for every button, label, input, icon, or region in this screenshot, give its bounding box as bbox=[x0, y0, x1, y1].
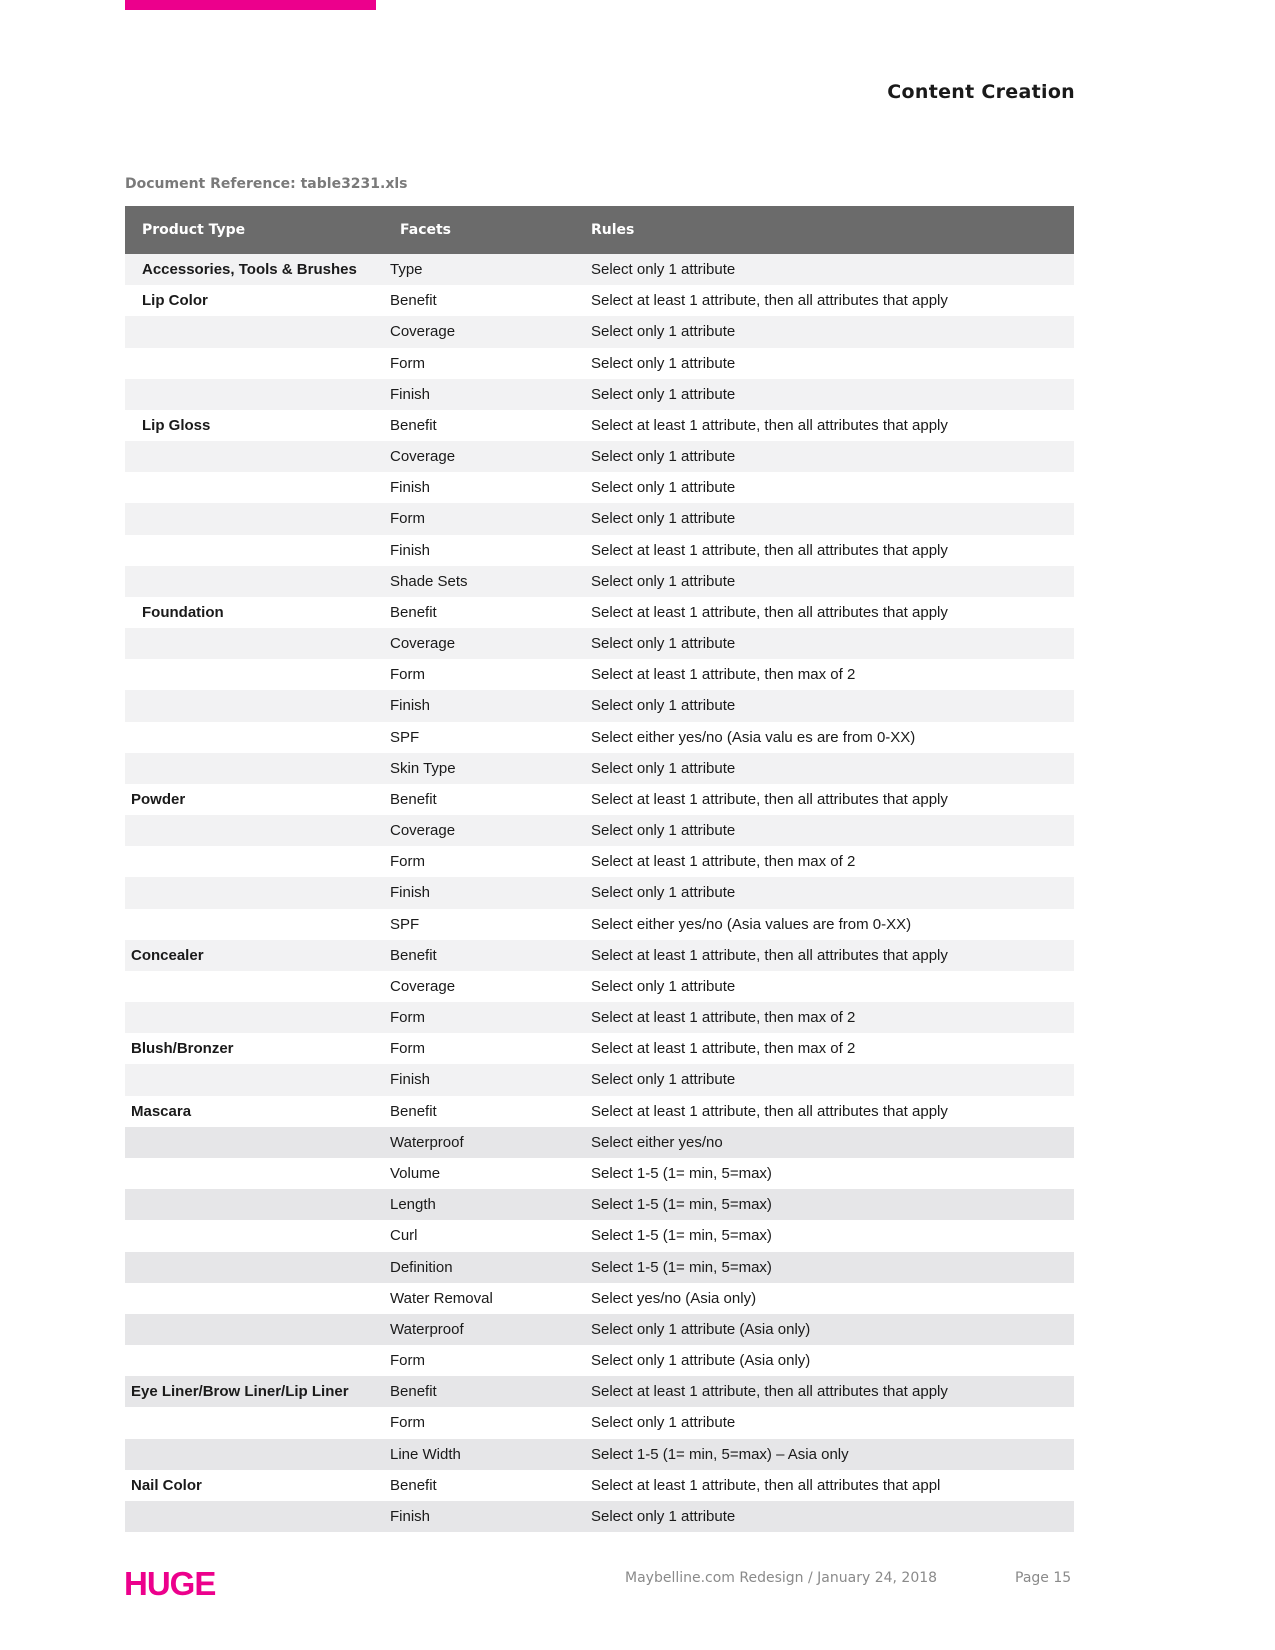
table-row bbox=[125, 316, 1074, 347]
product-type-cell: Eye Liner/Brow Liner/Lip Liner bbox=[131, 1383, 349, 1401]
facet-cell: Volume bbox=[390, 1164, 441, 1182]
table-row bbox=[125, 877, 1074, 908]
table-row bbox=[125, 597, 1074, 628]
table-row bbox=[125, 1439, 1074, 1470]
table-row bbox=[125, 566, 1074, 597]
facet-cell: Benefit bbox=[390, 292, 437, 310]
rule-cell: Select yes/no (Asia only) bbox=[591, 1289, 757, 1307]
table-row bbox=[125, 1127, 1074, 1158]
table-row bbox=[125, 1345, 1074, 1376]
facet-cell: Benefit bbox=[390, 946, 437, 964]
facet-cell: Length bbox=[390, 1196, 436, 1214]
rule-cell: Select only 1 attribute (Asia only) bbox=[591, 1352, 811, 1370]
facet-cell: Water Removal bbox=[390, 1289, 493, 1307]
rule-cell: Select only 1 attribute bbox=[591, 354, 736, 372]
table-row bbox=[125, 753, 1074, 784]
table-row bbox=[125, 722, 1074, 753]
table-row bbox=[125, 1283, 1074, 1314]
document-reference: Document Reference: table3231.xls bbox=[125, 176, 408, 192]
rule-cell: Select at least 1 attribute, then all attributes that apply bbox=[591, 541, 948, 559]
rule-cell: Select 1-5 (1= min, 5=max) – Asia only bbox=[591, 1445, 849, 1463]
table-row bbox=[125, 659, 1074, 690]
table-row bbox=[125, 1158, 1074, 1189]
rule-cell: Select at least 1 attribute, then all attributes that apply bbox=[591, 416, 948, 434]
rule-cell: Select at least 1 attribute, then all attributes that apply bbox=[591, 1102, 948, 1120]
facet-cell: Benefit bbox=[390, 603, 437, 621]
table-row bbox=[125, 1096, 1074, 1127]
table-body bbox=[125, 254, 1074, 1532]
rule-cell: Select at least 1 attribute, then all attributes that apply bbox=[591, 946, 948, 964]
rule-cell: Select only 1 attribute bbox=[591, 1071, 736, 1089]
facet-cell: Coverage bbox=[390, 822, 456, 840]
facet-cell: Form bbox=[390, 1352, 425, 1370]
product-type-cell: Concealer bbox=[131, 946, 204, 964]
facet-cell: Benefit bbox=[390, 790, 437, 808]
table-row bbox=[125, 1220, 1074, 1251]
table-header bbox=[125, 206, 1074, 254]
rule-cell: Select only 1 attribute bbox=[591, 572, 736, 590]
table-row bbox=[125, 815, 1074, 846]
rule-cell: Select only 1 attribute bbox=[591, 822, 736, 840]
facet-cell: Finish bbox=[390, 479, 431, 497]
rule-cell: Select only 1 attribute bbox=[591, 261, 736, 278]
rule-cell: Select only 1 attribute (Asia only) bbox=[591, 1320, 811, 1338]
facet-cell: Finish bbox=[390, 697, 431, 715]
rule-cell: Select at least 1 attribute, then all attributes that apply bbox=[591, 292, 948, 310]
facet-cell: Benefit bbox=[390, 1476, 437, 1494]
table-row bbox=[125, 535, 1074, 566]
table-row bbox=[125, 472, 1074, 503]
facet-cell: Benefit bbox=[390, 416, 437, 434]
rule-cell: Select only 1 attribute bbox=[591, 448, 736, 466]
table-row bbox=[125, 1252, 1074, 1283]
top-accent-bar bbox=[125, 0, 376, 10]
table-row bbox=[125, 1064, 1074, 1095]
table-row bbox=[125, 1407, 1074, 1438]
table-row bbox=[125, 254, 1074, 285]
rule-cell: Select at least 1 attribute, then all attributes that apply bbox=[591, 1383, 948, 1401]
table-row bbox=[125, 503, 1074, 534]
rule-cell: Select only 1 attribute bbox=[591, 385, 736, 403]
rule-cell: Select at least 1 attribute, then max of 2 bbox=[591, 666, 856, 684]
facet-cell: Form bbox=[390, 666, 425, 684]
page-title: Content Creation bbox=[887, 81, 1075, 103]
facet-cell: Form bbox=[390, 510, 425, 528]
rule-cell: Select 1-5 (1= min, 5=max) bbox=[591, 1227, 772, 1245]
rule-cell: Select either yes/no bbox=[591, 1133, 723, 1151]
table-row bbox=[125, 1470, 1074, 1501]
table-row bbox=[125, 285, 1074, 316]
rule-cell: Select at least 1 attribute, then max of 2 bbox=[591, 853, 856, 871]
facet-cell: Line Width bbox=[390, 1445, 461, 1463]
rule-cell: Select only 1 attribute bbox=[591, 479, 736, 497]
facet-cell: Finish bbox=[390, 385, 431, 403]
table-row bbox=[125, 1189, 1074, 1220]
facet-cell: Finish bbox=[390, 1071, 431, 1089]
facet-cell: SPF bbox=[390, 728, 420, 746]
rule-cell: Select at least 1 attribute, then all attributes that apply bbox=[591, 603, 948, 621]
table-row bbox=[125, 690, 1074, 721]
product-type-cell: Foundation bbox=[142, 603, 224, 621]
rule-cell: Select 1-5 (1= min, 5=max) bbox=[591, 1164, 772, 1182]
column-header-product-type: Product Type bbox=[142, 222, 246, 238]
rule-cell: Select only 1 attribute bbox=[591, 884, 736, 902]
facet-cell: Benefit bbox=[390, 1383, 437, 1401]
huge-logo: HUGE bbox=[124, 1565, 216, 1602]
column-header-facets: Facets bbox=[400, 222, 452, 238]
rule-cell: Select at least 1 attribute, then all attributes that appl bbox=[591, 1476, 941, 1494]
facet-cell: Coverage bbox=[390, 977, 456, 995]
facet-cell: Type bbox=[390, 261, 423, 278]
rule-cell: Select only 1 attribute bbox=[591, 977, 736, 995]
rule-cell: Select 1-5 (1= min, 5=max) bbox=[591, 1258, 772, 1276]
rule-cell: Select only 1 attribute bbox=[591, 323, 736, 341]
facet-cell: Coverage bbox=[390, 448, 456, 466]
product-type-cell: Nail Color bbox=[131, 1476, 202, 1494]
facet-cell: SPF bbox=[390, 915, 420, 933]
facet-cell: Waterproof bbox=[390, 1320, 464, 1338]
rule-cell: Select at least 1 attribute, then max of 2 bbox=[591, 1009, 856, 1027]
rule-cell: Select only 1 attribute bbox=[591, 510, 736, 528]
product-type-cell: Accessories, Tools & Brushes bbox=[142, 261, 357, 278]
facet-cell: Coverage bbox=[390, 635, 456, 653]
rule-cell: Select only 1 attribute bbox=[591, 635, 736, 653]
rule-cell: Select only 1 attribute bbox=[591, 1507, 736, 1525]
table-row bbox=[125, 1376, 1074, 1407]
facet-cell: Waterproof bbox=[390, 1133, 464, 1151]
rule-cell: Select at least 1 attribute, then max of 2 bbox=[591, 1040, 856, 1058]
product-type-cell: Lip Color bbox=[142, 292, 208, 310]
table-row bbox=[125, 909, 1074, 940]
facet-cell: Coverage bbox=[390, 323, 456, 341]
facet-cell: Benefit bbox=[390, 1102, 437, 1120]
page-number: Page 15 bbox=[1015, 1570, 1072, 1586]
column-header-rules: Rules bbox=[591, 222, 635, 238]
facet-cell: Form bbox=[390, 1040, 425, 1058]
table-row bbox=[125, 940, 1074, 971]
facet-cell: Shade Sets bbox=[390, 572, 468, 590]
rule-cell: Select either yes/no (Asia values are from 0-XX) bbox=[591, 915, 912, 933]
rule-cell: Select only 1 attribute bbox=[591, 697, 736, 715]
table-row bbox=[125, 971, 1074, 1002]
product-type-cell: Lip Gloss bbox=[142, 416, 211, 434]
facet-cell: Form bbox=[390, 853, 425, 871]
product-type-cell: Powder bbox=[131, 790, 186, 808]
rule-cell: Select 1-5 (1= min, 5=max) bbox=[591, 1196, 772, 1214]
table-row bbox=[125, 846, 1074, 877]
table-row bbox=[125, 410, 1074, 441]
table-row bbox=[125, 1033, 1074, 1064]
facet-cell: Form bbox=[390, 354, 425, 372]
table-row bbox=[125, 628, 1074, 659]
product-type-cell: Blush/Bronzer bbox=[131, 1040, 234, 1058]
facet-cell: Skin Type bbox=[390, 759, 456, 777]
facet-cell: Finish bbox=[390, 1507, 431, 1525]
table-row bbox=[125, 348, 1074, 379]
footer-project-date: Maybelline.com Redesign / January 24, 2018 bbox=[625, 1570, 938, 1586]
table-row bbox=[125, 1501, 1074, 1532]
rule-cell: Select only 1 attribute bbox=[591, 1414, 736, 1432]
facet-cell: Finish bbox=[390, 541, 431, 559]
facet-cell: Finish bbox=[390, 884, 431, 902]
rule-cell: Select at least 1 attribute, then all attributes that apply bbox=[591, 790, 948, 808]
facet-cell: Form bbox=[390, 1009, 425, 1027]
table-row bbox=[125, 1002, 1074, 1033]
facet-cell: Definition bbox=[390, 1258, 453, 1276]
rule-cell: Select only 1 attribute bbox=[591, 759, 736, 777]
facet-cell: Form bbox=[390, 1414, 425, 1432]
rule-cell: Select either yes/no (Asia valu es are from 0-XX) bbox=[591, 728, 916, 746]
facets-table bbox=[125, 206, 1074, 1532]
product-type-cell: Mascara bbox=[131, 1102, 192, 1120]
table-row bbox=[125, 441, 1074, 472]
facet-cell: Curl bbox=[390, 1227, 418, 1245]
table-row bbox=[125, 784, 1074, 815]
table-row bbox=[125, 1314, 1074, 1345]
table-row bbox=[125, 379, 1074, 410]
